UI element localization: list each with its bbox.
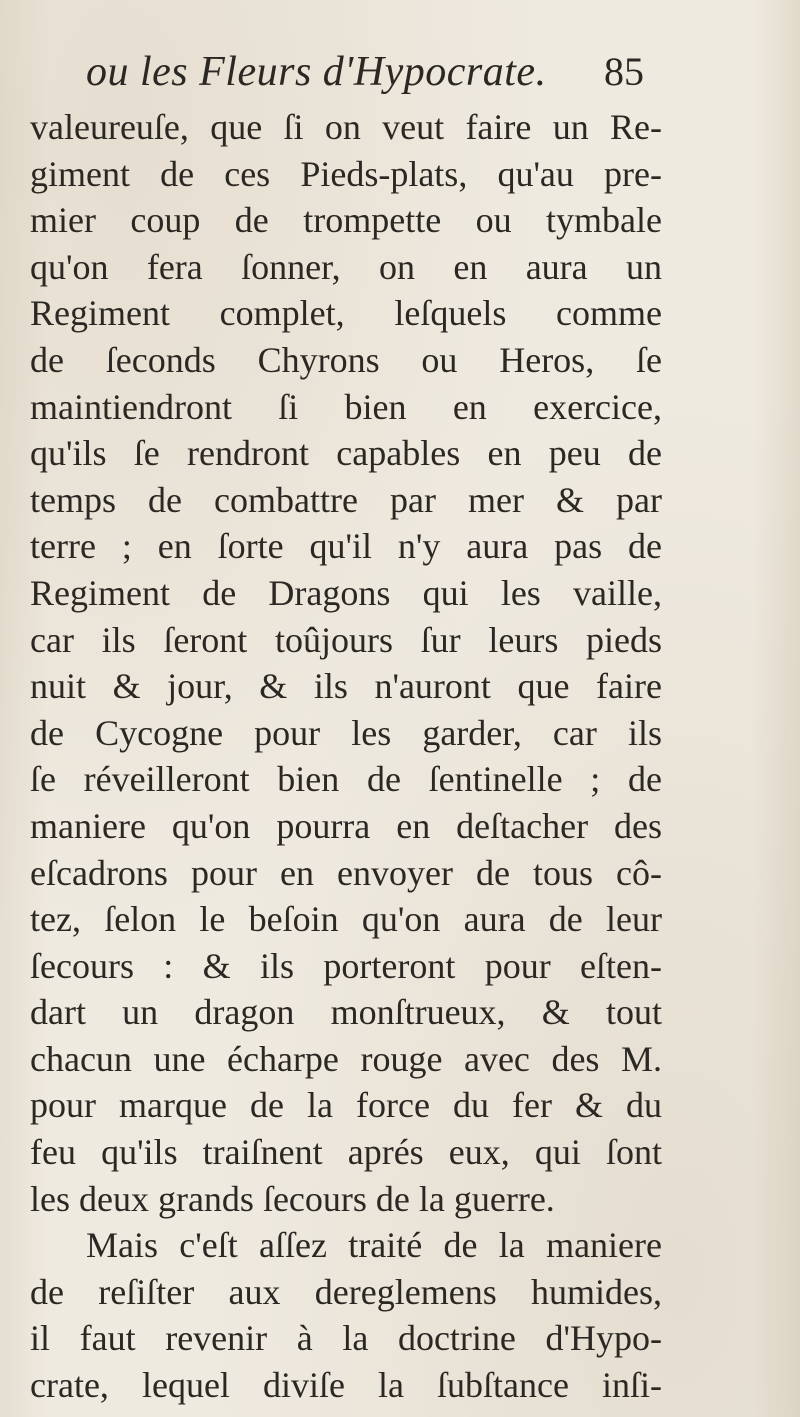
text-line: dart un dragon monſtrueux, & tout [30, 992, 662, 1033]
text-line: pour marque de la force du fer & du [30, 1085, 662, 1126]
text-line: car ils ſeront toûjours ſur leurs pieds [30, 619, 662, 660]
paragraph-end-line: les deux grands ſecours de la guerre. [30, 1178, 555, 1219]
text-line: de reſiſter aux dereglemens humides, [30, 1271, 662, 1312]
text-line: maniere qu'on pourra en deſtacher des [30, 805, 662, 846]
text-line: qu'on fera ſonner, on en aura un [30, 246, 662, 287]
text-line: Regiment de Dragons qui les vaille, [30, 572, 662, 613]
text-line: eſcadrons pour en envoyer de tous cô- [30, 852, 662, 893]
text-line: mier coup de trompette ou tymbale [30, 200, 662, 241]
text-line: terre ; en ſorte qu'il n'y aura pas de [30, 526, 662, 567]
text-line: de Cycogne pour les garder, car ils [30, 712, 662, 753]
paragraph-start-line: Mais c'eſt aſſez traité de la maniere [86, 1225, 662, 1266]
text-line: il faut revenir à la doctrine d'Hypo- [30, 1318, 662, 1359]
text-line: tez, ſelon le beſoin qu'on aura de leur [30, 899, 662, 940]
text-line: crate, lequel diviſe la ſubſtance inſi- [30, 1365, 662, 1406]
text-line: Regiment complet, leſquels comme [30, 293, 662, 334]
text-line: giment de ces Pieds-plats, qu'au pre- [30, 153, 662, 194]
text-line: valeureuſe, que ſi on veut faire un Re- [30, 107, 662, 147]
text-line: chacun une écharpe rouge avec des M. [30, 1038, 662, 1079]
text-line: nuit & jour, & ils n'auront que faire [30, 666, 662, 707]
text-line: ſe réveilleront bien de ſentinelle ; de [30, 759, 662, 800]
running-title: ou les Fleurs d'Hypocrate. [86, 49, 547, 95]
body-text [30, 104, 662, 1409]
page-number: 85 [604, 49, 644, 94]
text-line: qu'ils ſe rendront capables en peu de [30, 433, 662, 474]
text-line: temps de combattre par mer & par [30, 479, 662, 520]
text-line: feu qu'ils traiſnent aprés eux, qui ſont [30, 1132, 662, 1173]
text-line: maintiendront ſi bien en exercice, [30, 386, 662, 427]
text-line: ſecours : & ils porteront pour eſten- [30, 945, 662, 986]
text-line: de ſeconds Chyrons ou Heros, ſe [30, 339, 662, 380]
